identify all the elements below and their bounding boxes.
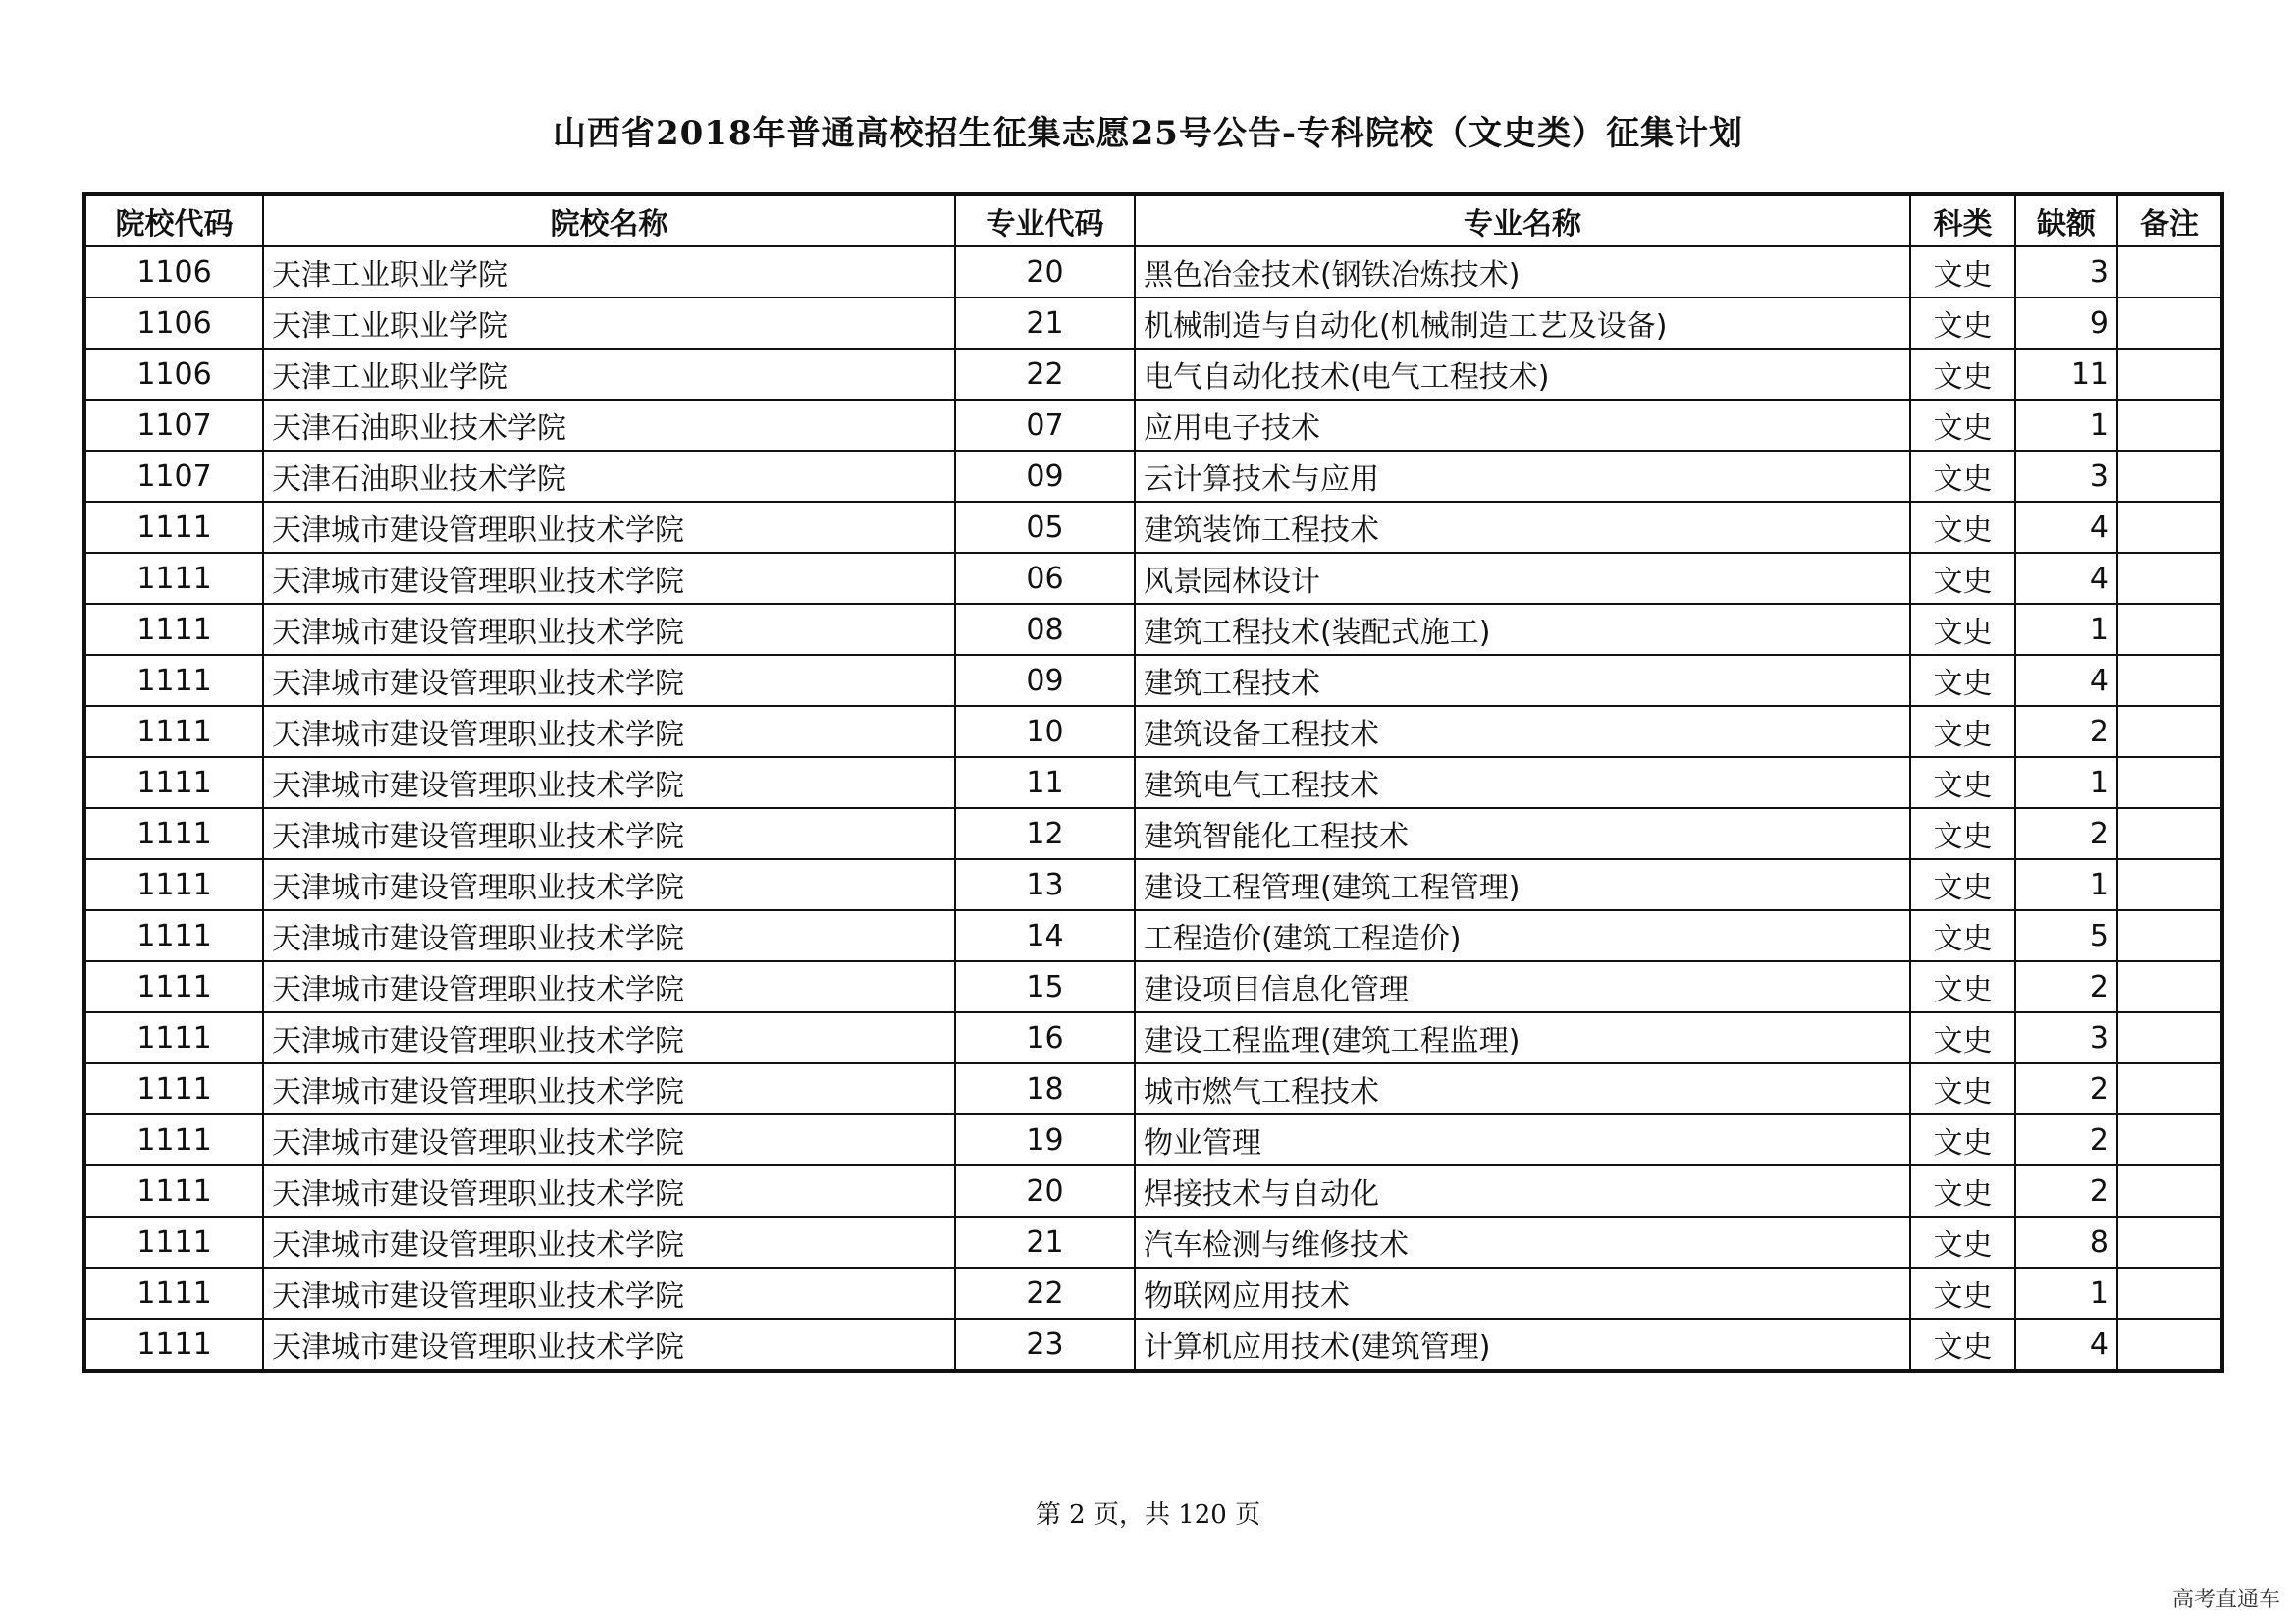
cell-major-code: 21 [955,1217,1135,1268]
table-row [84,1217,2222,1268]
page-title: 山西省2018年普通高校招生征集志愿25号公告-专科院校（文史类）征集计划 [552,114,1744,153]
cell-note [2117,910,2222,961]
cell-major-code: 19 [955,1114,1135,1165]
cell-major-name: 应用电子技术 [1135,400,1910,451]
cell-vacancy: 3 [2015,451,2117,502]
cell-vacancy: 2 [2015,1063,2117,1114]
table-row [84,1012,2222,1063]
cell-category: 文史 [1910,553,2015,604]
cell-category: 文史 [1910,706,2015,757]
cell-major-code: 14 [955,910,1135,961]
table-body [84,246,2222,1371]
cell-school-code: 1111 [84,1012,263,1063]
cell-school-code: 1111 [84,1165,263,1217]
cell-vacancy: 2 [2015,706,2117,757]
cell-major-name: 汽车检测与维修技术 [1135,1217,1910,1268]
cell-major-name: 建设工程管理(建筑工程管理) [1135,859,1910,910]
cell-note [2117,961,2222,1012]
cell-note [2117,1217,2222,1268]
cell-note [2117,808,2222,859]
cell-note [2117,1319,2222,1371]
cell-school-code: 1111 [84,910,263,961]
cell-vacancy: 4 [2015,1319,2117,1371]
cell-major-name: 物业管理 [1135,1114,1910,1165]
cell-category: 文史 [1910,400,2015,451]
cell-school-code: 1111 [84,1063,263,1114]
cell-major-code: 07 [955,400,1135,451]
cell-major-code: 15 [955,961,1135,1012]
cell-category: 文史 [1910,604,2015,655]
cell-category: 文史 [1910,1063,2015,1114]
cell-note [2117,1012,2222,1063]
cell-note [2117,1063,2222,1114]
cell-major-name: 建筑电气工程技术 [1135,757,1910,808]
cell-vacancy: 4 [2015,655,2117,706]
cell-note [2117,1165,2222,1217]
cell-note [2117,757,2222,808]
cell-school-code: 1111 [84,1319,263,1371]
cell-category: 文史 [1910,349,2015,400]
cell-vacancy: 2 [2015,1165,2117,1217]
cell-category: 文史 [1910,1114,2015,1165]
table-header-row [84,194,2222,246]
cell-school-name: 天津工业职业学院 [263,298,955,349]
cell-school-name: 天津城市建设管理职业技术学院 [263,859,955,910]
cell-school-name: 天津城市建设管理职业技术学院 [263,655,955,706]
cell-major-name: 建设项目信息化管理 [1135,961,1910,1012]
table-row [84,859,2222,910]
cell-vacancy: 8 [2015,1217,2117,1268]
header-school-code: 院校代码 [84,194,263,246]
cell-vacancy: 5 [2015,910,2117,961]
cell-category: 文史 [1910,1268,2015,1319]
cell-major-code: 21 [955,298,1135,349]
table-row [84,1114,2222,1165]
cell-major-name: 工程造价(建筑工程造价) [1135,910,1910,961]
table-row [84,400,2222,451]
cell-note [2117,604,2222,655]
cell-category: 文史 [1910,1217,2015,1268]
cell-school-name: 天津石油职业技术学院 [263,400,955,451]
cell-school-name: 天津城市建设管理职业技术学院 [263,1063,955,1114]
cell-school-code: 1111 [84,706,263,757]
cell-school-code: 1111 [84,655,263,706]
header-major-name: 专业名称 [1135,194,1910,246]
table-row [84,502,2222,553]
cell-school-name: 天津石油职业技术学院 [263,451,955,502]
table-row [84,451,2222,502]
cell-major-code: 09 [955,655,1135,706]
cell-category: 文史 [1910,757,2015,808]
cell-vacancy: 1 [2015,757,2117,808]
cell-school-name: 天津城市建设管理职业技术学院 [263,1217,955,1268]
cell-school-code: 1111 [84,1268,263,1319]
cell-note [2117,502,2222,553]
cell-note [2117,298,2222,349]
cell-school-code: 1111 [84,604,263,655]
cell-vacancy: 1 [2015,604,2117,655]
cell-category: 文史 [1910,1319,2015,1371]
cell-school-name: 天津城市建设管理职业技术学院 [263,910,955,961]
cell-category: 文史 [1910,859,2015,910]
cell-school-name: 天津城市建设管理职业技术学院 [263,961,955,1012]
cell-category: 文史 [1910,910,2015,961]
cell-note [2117,1114,2222,1165]
cell-category: 文史 [1910,502,2015,553]
page-footer: 第 2 页，共 120 页 [1035,1500,1261,1530]
cell-major-name: 建筑装饰工程技术 [1135,502,1910,553]
cell-note [2117,349,2222,400]
cell-school-code: 1107 [84,400,263,451]
cell-category: 文史 [1910,1165,2015,1217]
cell-vacancy: 2 [2015,961,2117,1012]
cell-note [2117,655,2222,706]
cell-vacancy: 3 [2015,246,2117,298]
cell-major-name: 机械制造与自动化(机械制造工艺及设备) [1135,298,1910,349]
cell-school-name: 天津城市建设管理职业技术学院 [263,1319,955,1371]
cell-school-code: 1107 [84,451,263,502]
header-school-name: 院校名称 [263,194,955,246]
cell-major-code: 13 [955,859,1135,910]
cell-note [2117,246,2222,298]
table-row [84,1268,2222,1319]
table-row [84,757,2222,808]
cell-school-name: 天津城市建设管理职业技术学院 [263,1165,955,1217]
table-row [84,1319,2222,1371]
cell-major-code: 12 [955,808,1135,859]
cell-major-name: 风景园林设计 [1135,553,1910,604]
cell-major-name: 云计算技术与应用 [1135,451,1910,502]
cell-major-code: 05 [955,502,1135,553]
cell-note [2117,706,2222,757]
cell-major-code: 23 [955,1319,1135,1371]
cell-major-name: 电气自动化技术(电气工程技术) [1135,349,1910,400]
enrollment-plan-table [82,192,2224,1373]
cell-major-name: 计算机应用技术(建筑管理) [1135,1319,1910,1371]
cell-vacancy: 1 [2015,1268,2117,1319]
table-row [84,808,2222,859]
cell-category: 文史 [1910,298,2015,349]
table-row [84,961,2222,1012]
cell-major-code: 06 [955,553,1135,604]
cell-school-name: 天津工业职业学院 [263,349,955,400]
cell-major-code: 20 [955,1165,1135,1217]
cell-major-code: 22 [955,1268,1135,1319]
cell-note [2117,859,2222,910]
cell-major-code: 16 [955,1012,1135,1063]
cell-school-name: 天津城市建设管理职业技术学院 [263,808,955,859]
header-major-code: 专业代码 [955,194,1135,246]
header-vacancy: 缺额 [2015,194,2117,246]
cell-vacancy: 2 [2015,1114,2117,1165]
cell-major-name: 焊接技术与自动化 [1135,1165,1910,1217]
cell-vacancy: 3 [2015,1012,2117,1063]
cell-school-code: 1111 [84,502,263,553]
cell-major-code: 10 [955,706,1135,757]
cell-vacancy: 1 [2015,859,2117,910]
cell-category: 文史 [1910,1012,2015,1063]
cell-major-name: 建筑设备工程技术 [1135,706,1910,757]
table-row [84,910,2222,961]
cell-major-code: 18 [955,1063,1135,1114]
cell-school-code: 1111 [84,1114,263,1165]
table-row [84,349,2222,400]
header-note: 备注 [2117,194,2222,246]
cell-major-code: 11 [955,757,1135,808]
cell-vacancy: 2 [2015,808,2117,859]
cell-major-name: 物联网应用技术 [1135,1268,1910,1319]
cell-school-name: 天津工业职业学院 [263,246,955,298]
cell-major-name: 城市燃气工程技术 [1135,1063,1910,1114]
cell-vacancy: 9 [2015,298,2117,349]
cell-major-name: 建筑工程技术 [1135,655,1910,706]
cell-vacancy: 1 [2015,400,2117,451]
cell-school-code: 1111 [84,757,263,808]
cell-vacancy: 11 [2015,349,2117,400]
cell-school-name: 天津城市建设管理职业技术学院 [263,1012,955,1063]
cell-school-code: 1111 [84,808,263,859]
cell-major-code: 20 [955,246,1135,298]
cell-school-code: 1111 [84,961,263,1012]
cell-school-code: 1111 [84,1217,263,1268]
cell-note [2117,1268,2222,1319]
cell-school-code: 1111 [84,859,263,910]
table-row [84,604,2222,655]
cell-school-name: 天津城市建设管理职业技术学院 [263,1268,955,1319]
table-row [84,655,2222,706]
cell-major-code: 22 [955,349,1135,400]
cell-school-name: 天津城市建设管理职业技术学院 [263,553,955,604]
cell-major-code: 08 [955,604,1135,655]
table-row [84,298,2222,349]
cell-major-name: 建筑智能化工程技术 [1135,808,1910,859]
header-category: 科类 [1910,194,2015,246]
cell-major-name: 建筑工程技术(装配式施工) [1135,604,1910,655]
cell-vacancy: 4 [2015,553,2117,604]
table-row [84,1063,2222,1114]
cell-note [2117,451,2222,502]
watermark: 高考直通车 [2171,1588,2280,1612]
cell-school-name: 天津城市建设管理职业技术学院 [263,604,955,655]
cell-note [2117,553,2222,604]
cell-school-code: 1106 [84,246,263,298]
table-row [84,246,2222,298]
cell-school-code: 1106 [84,298,263,349]
cell-category: 文史 [1910,655,2015,706]
cell-school-name: 天津城市建设管理职业技术学院 [263,502,955,553]
cell-category: 文史 [1910,961,2015,1012]
cell-school-code: 1106 [84,349,263,400]
cell-school-name: 天津城市建设管理职业技术学院 [263,1114,955,1165]
cell-major-name: 建设工程监理(建筑工程监理) [1135,1012,1910,1063]
cell-category: 文史 [1910,246,2015,298]
cell-school-name: 天津城市建设管理职业技术学院 [263,757,955,808]
table-row [84,706,2222,757]
table-row [84,1165,2222,1217]
table-row [84,553,2222,604]
cell-school-code: 1111 [84,553,263,604]
cell-vacancy: 4 [2015,502,2117,553]
cell-school-name: 天津城市建设管理职业技术学院 [263,706,955,757]
cell-category: 文史 [1910,808,2015,859]
cell-major-code: 09 [955,451,1135,502]
cell-major-name: 黑色冶金技术(钢铁冶炼技术) [1135,246,1910,298]
cell-note [2117,400,2222,451]
cell-category: 文史 [1910,451,2015,502]
